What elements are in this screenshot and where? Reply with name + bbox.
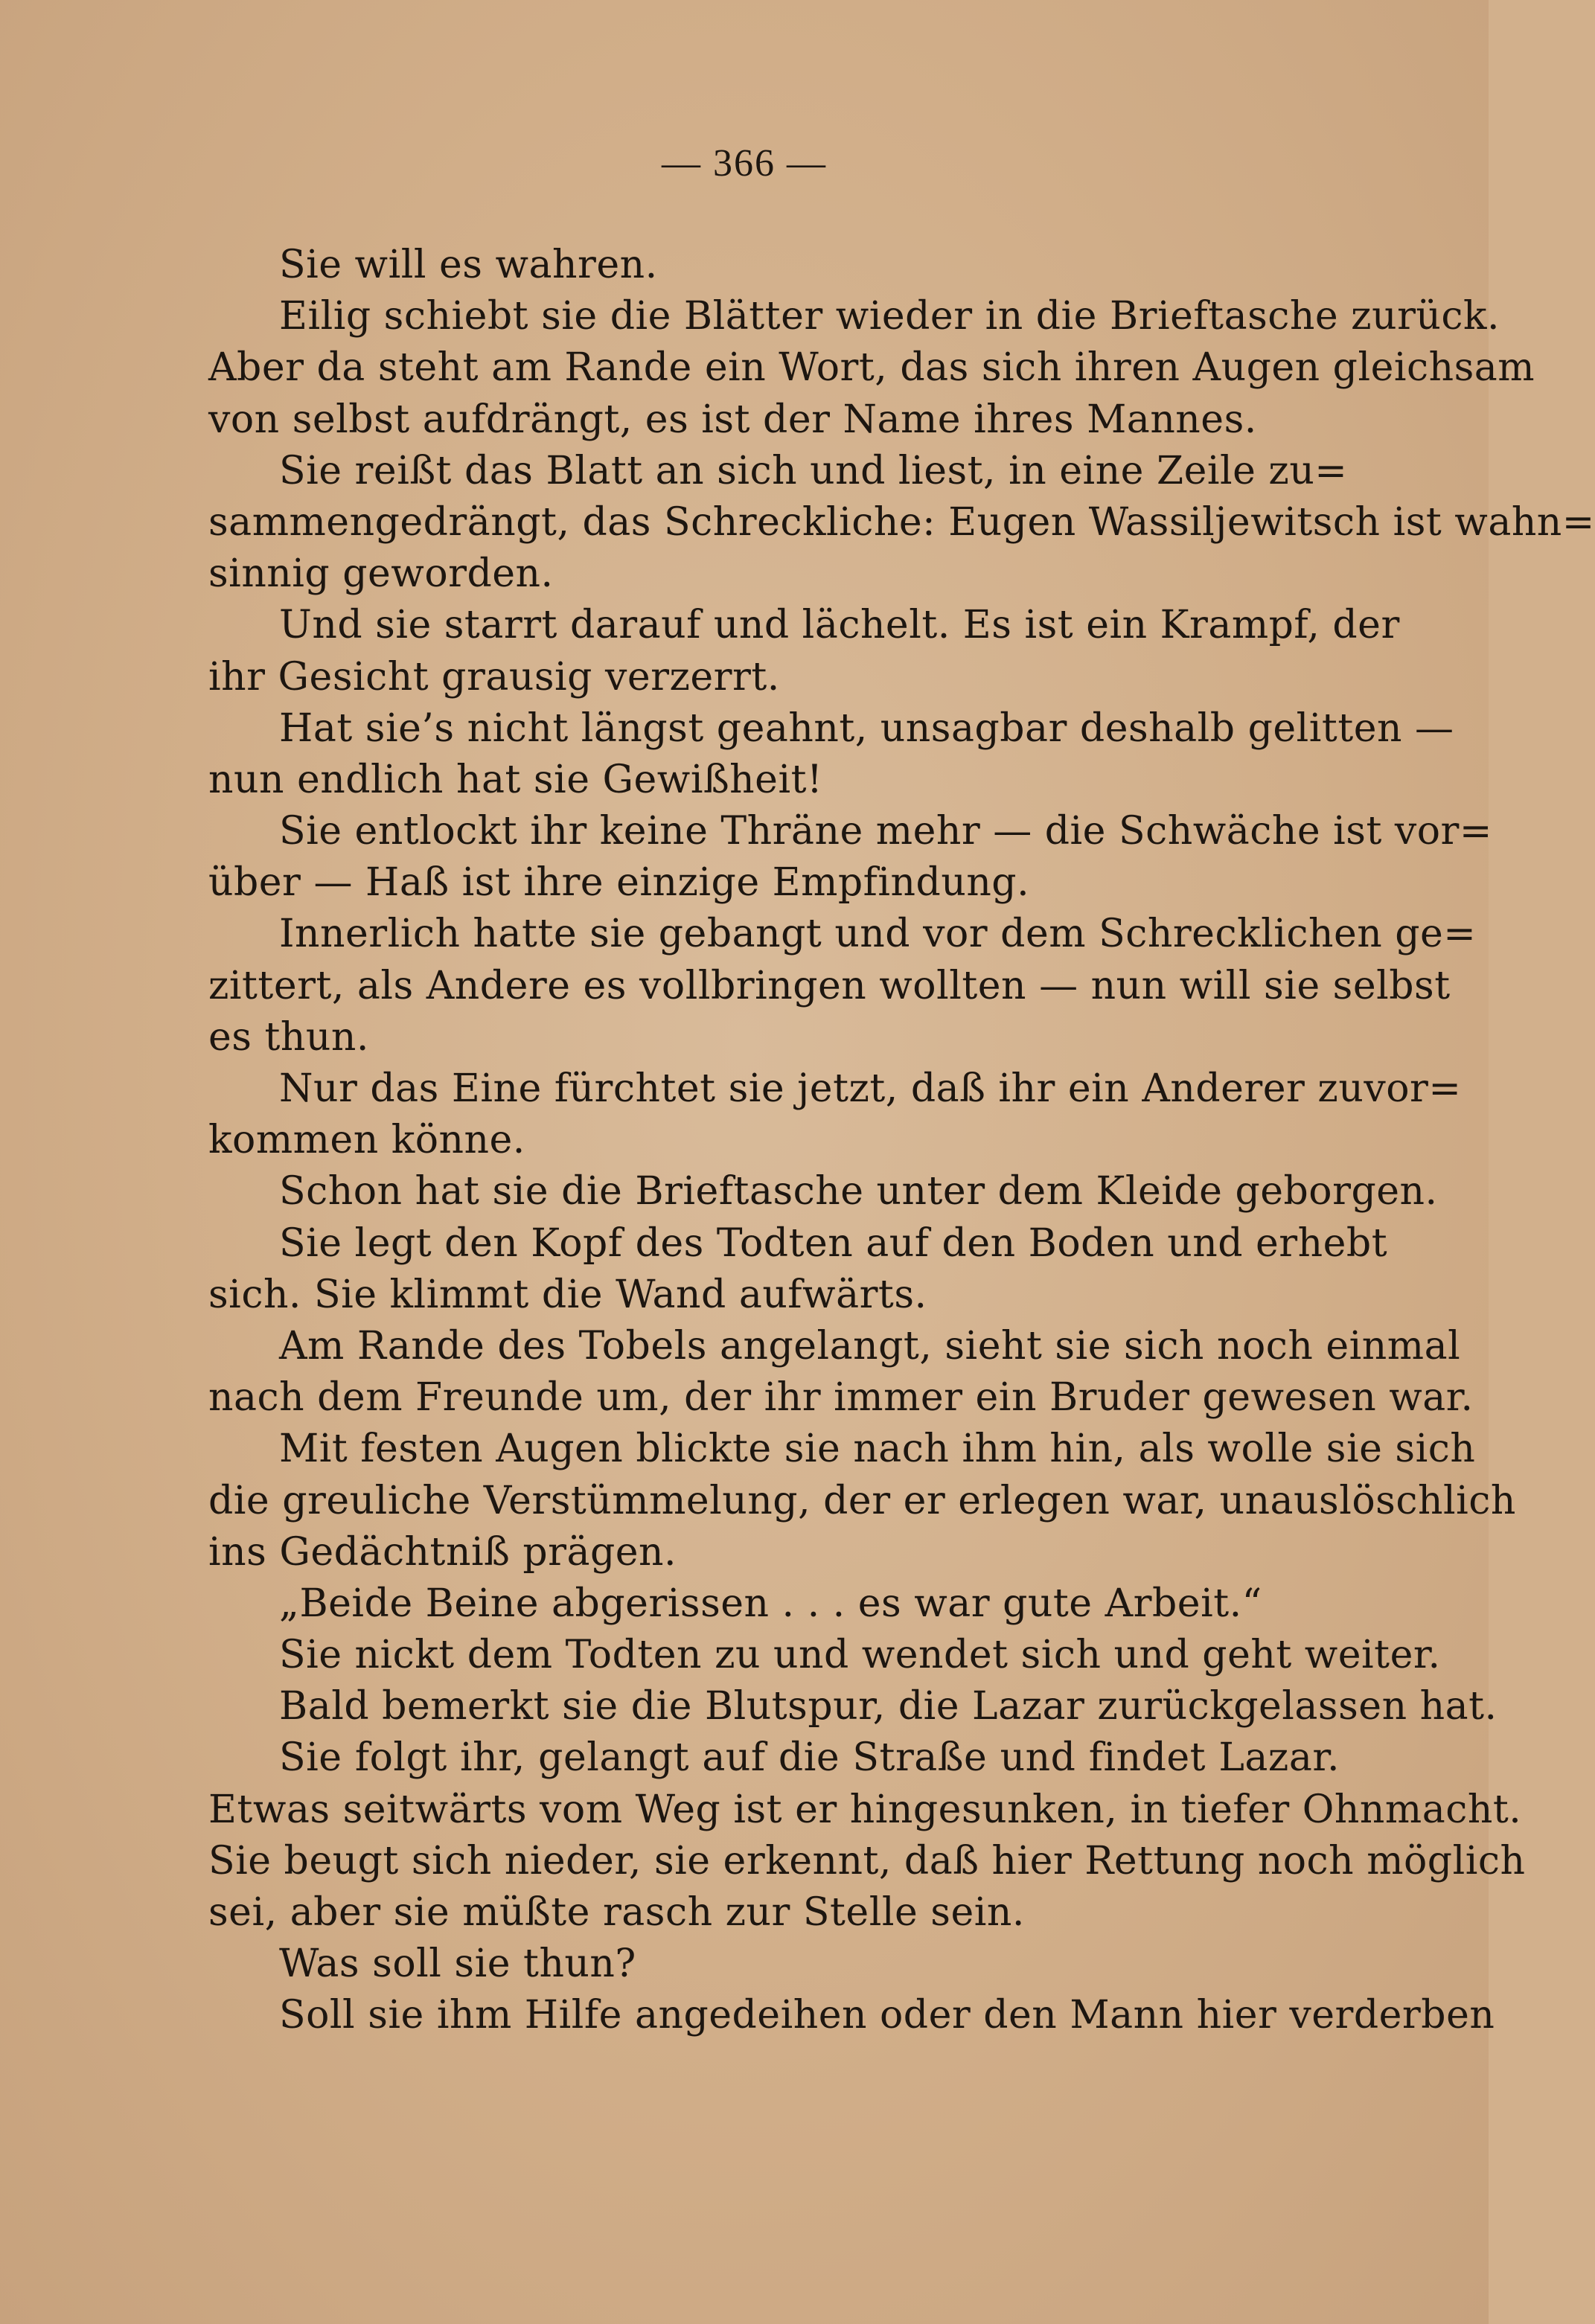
text-line: nach dem Freunde um, der ihr immer ein Bruder gewesen war. xyxy=(208,1375,1474,1421)
text-line: Sie legt den Kopf des Todten auf den Boden und erhebt xyxy=(279,1220,1388,1266)
body-text xyxy=(208,240,1595,2042)
text-line: sammengedrängt, das Schreckliche: Eugen Wassiljewitsch ist wahn= xyxy=(208,499,1595,545)
text-line: Soll sie ihm Hilfe angedeihen oder den Mann hier verderben xyxy=(279,1993,1495,2038)
text-line: Sie nickt dem Todten zu und wendet sich und geht weiter. xyxy=(279,1633,1441,1678)
text-line: kommen könne. xyxy=(208,1118,525,1163)
text-line: Sie beugt sich nieder, sie erkennt, daß hier Rettung noch möglich xyxy=(208,1838,1526,1883)
text-line: zittert, als Andere es vollbringen wollten — nun will sie selbst xyxy=(208,963,1451,1008)
text-line: Mit festen Augen blickte sie nach ihm hin, als wolle sie sich xyxy=(279,1427,1476,1472)
text-line: Etwas seitwärts vom Weg ist er hingesunken, in tiefer Ohnmacht. xyxy=(208,1787,1522,1832)
text-line: Bald bemerkt sie die Blutspur, die Lazar zurückgelassen hat. xyxy=(279,1684,1497,1729)
text-line: ins Gedächtniß prägen. xyxy=(208,1529,677,1575)
text-line: nun endlich hat sie Gewißheit! xyxy=(208,757,823,802)
text-line: sinnig geworden. xyxy=(208,551,554,597)
text-line: Sie entlockt ihr keine Thräne mehr — die Schwäche ist vor= xyxy=(279,809,1492,854)
text-line: Nur das Eine fürchtet sie jetzt, daß ihr ein Anderer zuvor= xyxy=(279,1066,1462,1111)
text-line: Am Rande des Tobels angelangt, sieht sie sich noch einmal xyxy=(279,1323,1461,1369)
text-line: Innerlich hatte sie gebangt und vor dem Schrecklichen ge= xyxy=(279,912,1477,957)
text-line: sei, aber sie müßte rasch zur Stelle sein. xyxy=(208,1890,1025,1935)
text-line: Eilig schiebt sie die Blätter wieder in die Brieftasche zurück. xyxy=(279,294,1500,339)
text-line: die greuliche Verstümmelung, der er erlegen war, unauslöschlich xyxy=(208,1478,1516,1523)
text-line: ihr Gesicht grausig verzerrt. xyxy=(208,654,780,700)
text-line: Was soll sie thun? xyxy=(279,1942,636,1987)
page-number: — 366 — xyxy=(662,142,827,185)
text-line: Sie folgt ihr, gelangt auf die Straße und findet Lazar. xyxy=(279,1735,1340,1781)
text-line: es thun. xyxy=(208,1014,369,1060)
text-line: „Beide Beine abgerissen . . . es war gute Arbeit.“ xyxy=(279,1581,1262,1626)
text-line: über — Haß ist ihre einzige Empfindung. xyxy=(208,860,1030,906)
text-line: von selbst aufdrängt, es ist der Name ihres Mannes. xyxy=(208,397,1257,442)
text-line: Schon hat sie die Brieftasche unter dem Kleide geborgen. xyxy=(279,1169,1438,1214)
text-line: Aber da steht am Rande ein Wort, das sich ihren Augen gleichsam xyxy=(208,345,1535,391)
text-line: Hat sie’s nicht längst geahnt, unsagbar deshalb gelitten — xyxy=(279,705,1454,751)
text-line: Und sie starrt darauf und lächelt. Es ist ein Krampf, der xyxy=(279,603,1400,648)
text-line: sich. Sie klimmt die Wand aufwärts. xyxy=(208,1272,927,1317)
text-line: Sie reißt das Blatt an sich und liest, in eine Zeile zu= xyxy=(279,448,1348,493)
text-line: Sie will es wahren. xyxy=(279,243,658,287)
